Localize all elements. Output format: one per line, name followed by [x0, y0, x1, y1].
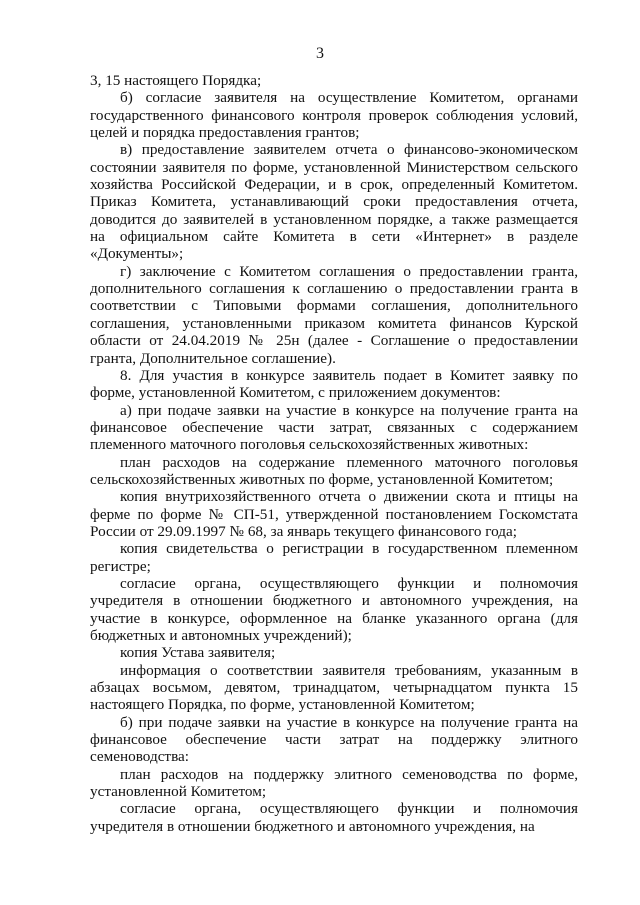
- document-body: [90, 72, 578, 835]
- page-number: 3: [316, 45, 324, 62]
- paragraph: копия Устава заявителя;: [120, 644, 276, 662]
- paragraph: копия внутрихозяйственного отчета о движении скота и птицы на ферме по форме № СП-51, утвержденной постановлением Госкомстата России от 29.09.1997 № 68, за январь текущего финансового года;: [90, 488, 578, 540]
- paragraph: 3, 15 настоящего Порядка;: [90, 72, 262, 89]
- paragraph: б) при подаче заявки на участие в конкурсе на получение гранта на финансовое обеспечение части затрат на поддержку элитного семеноводства:: [90, 713, 578, 766]
- paragraph: 8. Для участия в конкурсе заявитель подает в Комитет заявку по форме, установленной Комитетом, с приложением документов:: [90, 366, 578, 402]
- paragraph: в) предоставление заявителем отчета о финансово-экономическом состоянии заявителя по форме, установленной Министерством сельского хозяйства Российской Федерации, и в срок, определенный Комитетом. Приказ Комитета, устанавливающий сроки предоставления отчета, доводится до заявителей в установленном порядке, а также размещается на официальном сайте Комитета в сети «Интернет» в разделе «Документы»;: [90, 141, 578, 263]
- paragraph: согласие органа, осуществляющего функции и полномочия учредителя в отношении бюджетного и автономного учреждения, на: [90, 800, 578, 835]
- paragraph: согласие органа, осуществляющего функции и полномочия учредителя в отношении бюджетного и автономного учреждения, на участие в конкурсе, оформленное на бланке указанного органа (для бюджетных и автономных учреждений);: [90, 574, 578, 644]
- paragraph: а) при подаче заявки на участие в конкурсе на получение гранта на финансовое обеспечение части затрат, связанных с содержанием племенного маточного поголовья сельскохозяйственных животных:: [90, 401, 578, 454]
- paragraph: г) заключение с Комитетом соглашения о предоставлении гранта, дополнительного соглашения к соглашению о предоставлении гранта в соответствии с Типовыми формами соглашения, дополнительного соглашения, установленными приказом комитета финансов Курской области от 24.04.2019 № 25н (далее - Соглашение о предоставлении гранта, Дополнительное соглашение).: [90, 262, 578, 367]
- paragraph: информация о соответствии заявителя требованиям, указанным в абзацах восьмом, девятом, тринадцатом, четырнадцатом пункта 15 настоящего Порядка, по форме, установленной Комитетом;: [90, 661, 578, 714]
- paragraph: б) согласие заявителя на осуществление Комитетом, органами государственного финансового контроля проверок соблюдения условий, целей и порядка предоставления грантов;: [90, 89, 578, 142]
- paragraph: копия свидетельства о регистрации в государственном племенном регистре;: [90, 540, 578, 575]
- paragraph: план расходов на содержание племенного маточного поголовья сельскохозяйственных животных по форме, установленной Комитетом;: [90, 453, 578, 488]
- paragraph: план расходов на поддержку элитного семеноводства по форме, установленной Комитетом;: [90, 765, 578, 801]
